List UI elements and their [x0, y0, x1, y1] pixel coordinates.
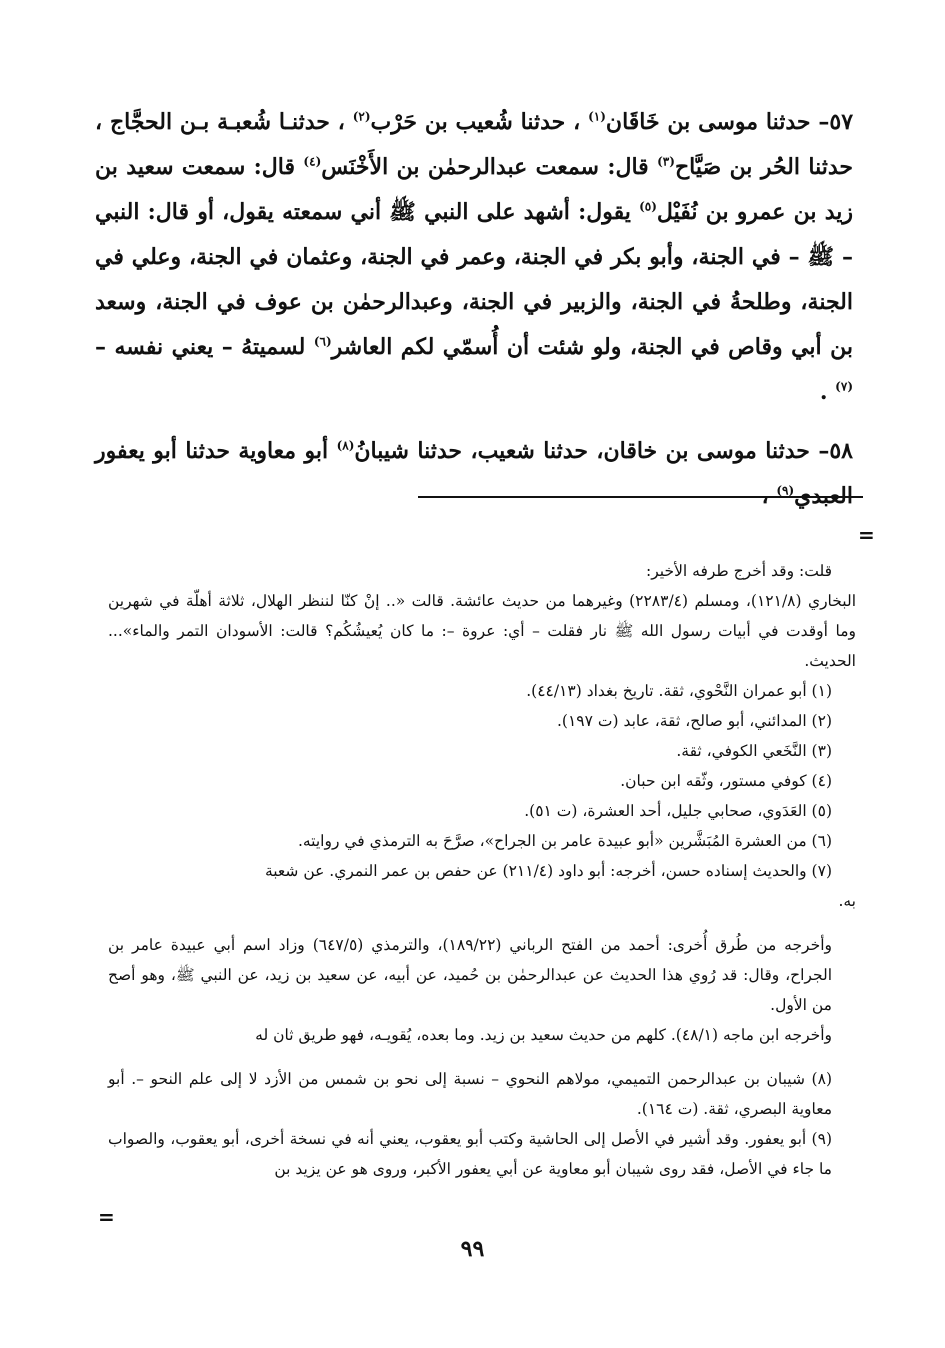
footnote-7-tail: به. [838, 892, 856, 910]
footnotes [108, 556, 856, 1184]
hadith-57 [95, 100, 853, 415]
footnote-7-more: وأخرجه من طُرق أُخرى: أحمد من الفتح الرباني (١٨٩/٢٢)، والترمذي (٦٤٧/٥) وزاد اسم أبي عبيدة عامر بن الجراح، وقال: قد رُوي هذا الحديث عن عبدالرحمٰن بن حُميد، عن أبيه، عن سعيد بن زيد، عن النبي ﷺ، وهو أصح من الأول. [108, 936, 832, 1014]
footnote-carryover-text: البخاري (١٢١/٨)، ومسلم (٢٢٨٣/٤) وغيرهما من حديث عائشة. قالت «.. إنْ كنّا لننظر الهلال، ثلاثة أهلّة في شهرين وما أوقدت في أبيات رسول الله ﷺ نار فقلت – أي: عروة –: ما كان يُعيشُكُم؟ قالت: الأسودان التمر والماء»... الحديث. [108, 592, 856, 670]
text-segment: قال: سمعت سعيد بن زيد بن عمرو بن نُفَيْل [95, 154, 853, 225]
text-segment: ، حدثنا شُعيب بن حَرْب [370, 109, 589, 135]
footnote-5: (٥) العَدَوي، صحابي جليل، أحد العشرة، (ت ٥١). [524, 802, 832, 820]
footnote-ref[interactable]: (٦) [313, 334, 332, 349]
footnote-3: (٣) النَّخَعي الكوفي، ثقة. [676, 742, 832, 760]
footnote-1: (١) أبو عمران النَّحْوي، ثقة. تاريخ بغداد (٤٤/١٣). [526, 682, 832, 700]
page-number: ٩٩ [460, 1236, 485, 1262]
text-segment: . [819, 379, 836, 405]
footnote-ref[interactable]: (٤) [303, 154, 322, 169]
footnote-ref[interactable]: (٩) [776, 483, 795, 498]
continuation-mark: = [858, 523, 875, 547]
footnote-8: (٨) شيبان بن عبدالرحمن التميمي، مولاهم النحوي – نسبة إلى نحو بن شمس من الأزد لا إلى علم النحو –. أبو معاوية البصري، ثقة. (ت ١٦٤). [108, 1070, 832, 1118]
text-segment: يقول: أشهد على النبي ﷺ أني سمعته يقول، أو قال: النبي – ﷺ – في الجنة، وأبو بكر في الجنة، وعمر في الجنة، وعثمان في الجنة، وعلي في الجنة، وطلحةُ في الجنة، والزبير في الجنة، وعبدالرحمٰن بن عوف في الجنة، وسعد بن أبي وقاص في الجنة، ولو شئت أن أُسمّي لكم العاشر [95, 199, 853, 360]
footnote-ref[interactable]: (٧) [835, 379, 853, 394]
footnote-7-more2: وأخرجه ابن ماجه (٤٨/١). كلهم من حديث سعيد بن زيد. وما بعده، يُقويـه، فهو طريق ثان له [255, 1026, 832, 1044]
footnote-9: (٩) أبو يعفور. وقد أشير في الأصل إلى الحاشية وكتب أبو يعقوب، يعني أنه في نسخة أخرى، أبو يعقوب، والصواب ما جاء في الأصل، فقد روى شيبان أبو معاوية عن أبي يعفور الأكبر، وروى هو عن يزيد بن [108, 1130, 832, 1178]
footnote-6: (٦) من العشرة المُبَشَّرين «أبو عبيدة عامر بن الجراح»، صرَّحَ به الترمذي في روايته. [297, 832, 832, 850]
text-segment: قال: سمعت عبدالرحمٰن بن الأَخْنَس [321, 154, 658, 180]
hadith-58 [95, 429, 853, 519]
text-segment: ، [761, 483, 777, 509]
text-segment: ، حدثنـا شُعبـة بـن الحجَّاج ، حدثنا الحُر بن صَيَّاح [95, 109, 854, 180]
footnote-ref[interactable]: (١) [588, 109, 606, 124]
footnote-carryover-intro: قلت: وقد أخرج طرفه الأخير: [646, 562, 832, 580]
main-text [95, 100, 853, 519]
footnote-4: (٤) كوفي مستور، وثّقه ابن حبان. [620, 772, 832, 790]
text-segment: ٥٧– حدثنا موسى بن خَاقَان [605, 109, 854, 135]
continuation-mark-bottom: = [98, 1205, 115, 1229]
text-segment: ٥٨– حدثنا موسى بن خاقان، حدثنا شعيب، حدثنا شيبانُ [354, 438, 853, 464]
footnote-2: (٢) المدائني، أبو صالح، ثقة، عابد (ت ١٩٧). [556, 712, 832, 730]
footnote-ref[interactable]: (٣) [657, 154, 675, 169]
footnote-ref[interactable]: (٢) [352, 109, 371, 124]
text-segment: لسميتهُ – يعني نفسه – [95, 334, 314, 360]
footnote-ref[interactable]: (٨) [336, 438, 355, 453]
footnote-ref[interactable]: (٥) [639, 199, 657, 214]
footnote-divider [418, 496, 863, 498]
footnote-7: (٧) والحديث إسناده حسن، أخرجه: أبو داود (٢١١/٤) عن حفص بن عمر النمري. عن شعبة [264, 862, 832, 880]
text-segment: أبو معاوية حدثنا أبو يعفور العبدي [95, 438, 853, 509]
